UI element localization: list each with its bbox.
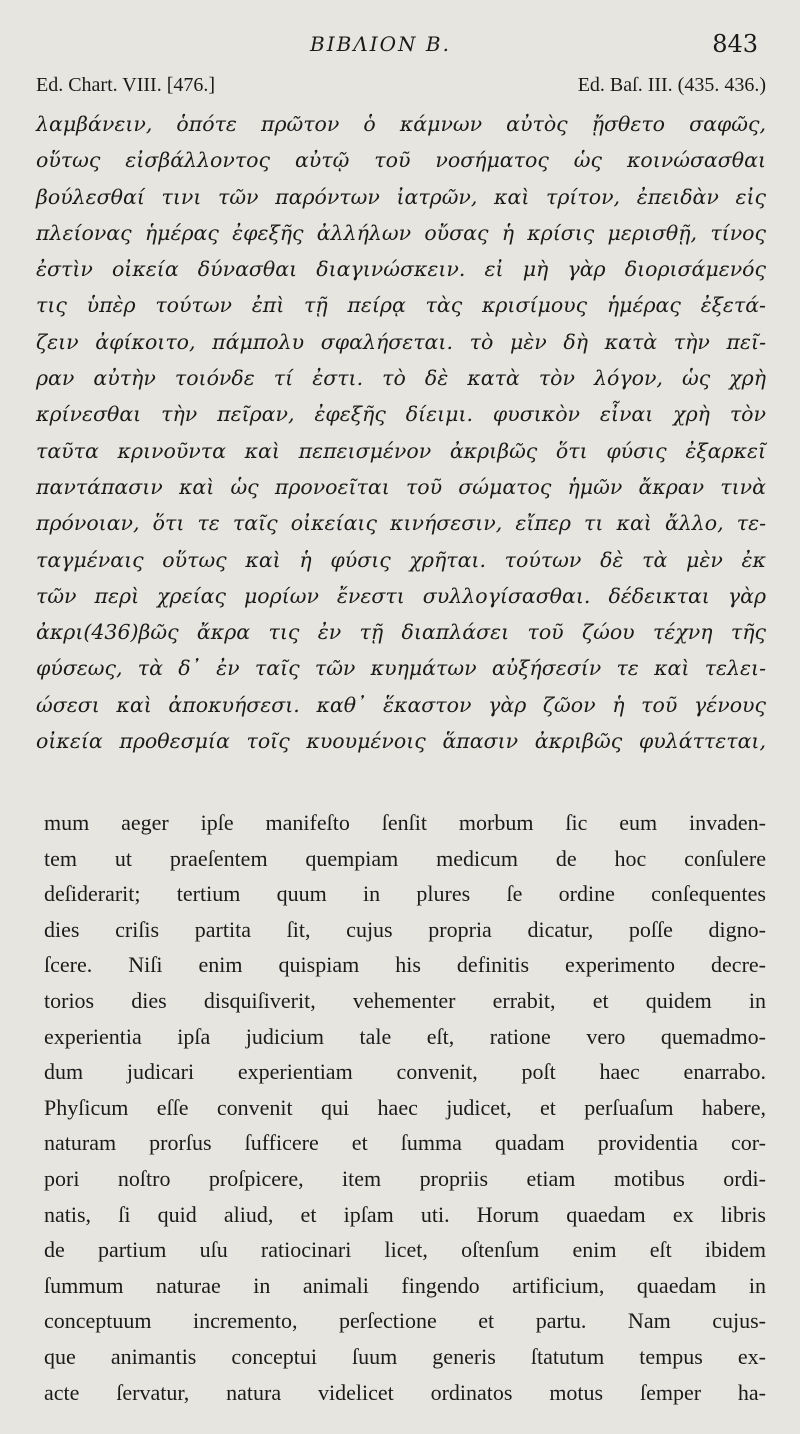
latin-line: de partium uſu ratiocinari licet, oſtenſum enim eſt ibidem <box>44 1237 766 1263</box>
page-number: 843 <box>712 30 758 58</box>
greek-line: λαμβάνειν, ὁπότε πρῶτον ὁ κάμνων αὐτὸς ᾔσθετο σαφῶς, <box>36 112 766 136</box>
latin-line: pori noſtro proſpicere, item propriis etiam motibus ordi- <box>44 1165 766 1191</box>
edition-basel-ref: Ed. Baſ. III. (435. 436.) <box>577 74 766 96</box>
latin-line: deſiderarit; tertium quum in plures ſe ordine conſequentes <box>44 881 766 907</box>
latin-line: experientia ipſa judicium tale eſt, ratione vero quemadmo- <box>44 1023 766 1049</box>
latin-line: tem ut praeſentem quempiam medicum de hoc conſulere <box>44 845 766 871</box>
running-head <box>0 30 800 62</box>
latin-line: dum judicari experientiam convenit, poſt haec enarrabo. <box>44 1059 766 1085</box>
greek-line: κρίνεσθαι τὴν πεῖραν, ἐφεξῆς δίειμι. φυσικὸν εἶναι χρὴ τὸν <box>36 402 766 427</box>
greek-line: τις ὑπὲρ τούτων ἐπὶ τῇ πείρᾳ τὰς κρισίμους ἡμέρας ἐξετά- <box>36 293 766 318</box>
running-title: BIBΛΙΟΝ Β. <box>310 32 451 56</box>
greek-text-block <box>36 106 766 759</box>
latin-text-block <box>44 805 766 1410</box>
greek-line: ταγμέναις οὕτως καὶ ἡ φύσις χρῆται. τούτων δὲ τὰ μὲν ἐκ <box>36 547 766 572</box>
latin-line: Phyſicum eſſe convenit qui haec judicet, et perſuaſum habere, <box>44 1094 766 1120</box>
latin-line: mum aeger ipſe manifeſto ſenſit morbum ſic eum invaden- <box>44 810 766 835</box>
greek-line: οὕτως εἰσβάλλοντος αὐτῷ τοῦ νοσήματος ὡς κοινώσασθαι <box>36 148 766 173</box>
latin-line: dies criſis partita ſit, cujus propria dicatur, poſſe digno- <box>44 916 766 942</box>
greek-line: ραν αὐτὴν τοιόνδε τί ἐστι. τὸ δὲ κατὰ τὸν λόγον, ὡς χρὴ <box>36 366 766 391</box>
greek-line: ζειν ἀφίκοιτο, πάμπολυ σφαλήσεται. τὸ μὲν δὴ κατὰ τὴν πεῖ- <box>36 329 766 354</box>
latin-line: ſcere. Niſi enim quispiam his definitis experimento decre- <box>44 952 766 978</box>
latin-line: naturam prorſus ſufficere et ſumma quadam providentia cor- <box>44 1130 766 1156</box>
greek-line: ταῦτα κρινοῦντα καὶ πεπεισμένον ἀκριβῶς ὅτι φύσις ἐξαρκεῖ <box>36 438 766 463</box>
greek-line: παντάπασιν καὶ ὡς προνοεῖται τοῦ σώματος ἡμῶν ἄκραν τινὰ <box>36 474 766 499</box>
latin-line: que animantis conceptui ſuum generis ſtatutum tempus ex- <box>44 1343 766 1369</box>
greek-line: φύσεως, τὰ δ᾽ ἐν ταῖς τῶν κυημάτων αὐξήσεσίν τε καὶ τελει- <box>36 656 766 681</box>
greek-line: ώσεσι καὶ ἀποκυήσεσι. καθ᾽ ἕκαστον γὰρ ζῶον ἡ τοῦ γένους <box>36 692 766 717</box>
greek-line: ἀκρι(436)βῶς ἄκρα τις ἐν τῇ διαπλάσει τοῦ ζώου τέχνη τῆς <box>36 620 766 645</box>
greek-line: οἰκεία προθεσμία τοῖς κυουμένοις ἅπασιν ἀκριβῶς φυλάττεται, <box>36 729 766 754</box>
edition-chartier-ref: Ed. Chart. VIII. [476.] <box>36 74 216 96</box>
latin-line: torios dies disquiſiverit, vehementer errabit, et quidem in <box>44 987 766 1013</box>
greek-line: τῶν περὶ χρείας μορίων ἔνεστι συλλογίσασθαι. δέδεικται γὰρ <box>36 583 766 608</box>
greek-line: ἐστὶν οἰκεία δύνασθαι διαγινώσκειν. εἰ μὴ γὰρ διορισάμενός <box>36 257 766 282</box>
edition-reference-line <box>36 74 766 102</box>
greek-line: πρόνοιαν, ὅτι τε ταῖς οἰκείαις κινήσεσιν, εἴπερ τι καὶ ἄλλο, τε- <box>36 511 766 536</box>
latin-line: acte ſervatur, natura videlicet ordinatos motus ſemper ha- <box>44 1379 766 1405</box>
latin-line: ſummum naturae in animali fingendo artificium, quaedam in <box>44 1272 766 1298</box>
latin-line: natis, ſi quid aliud, et ipſam uti. Horum quaedam ex libris <box>44 1201 766 1227</box>
greek-line: βούλεσθαί τινι τῶν παρόντων ἰατρῶν, καὶ τρίτον, ἐπειδὰν εἰς <box>36 184 766 209</box>
latin-line: conceptuum incremento, perſectione et partu. Nam cujus- <box>44 1308 766 1334</box>
greek-line: πλείονας ἡμέρας ἐφεξῆς ἀλλήλων οὔσας ἡ κρίσις μερισθῇ, τίνος <box>36 220 766 245</box>
